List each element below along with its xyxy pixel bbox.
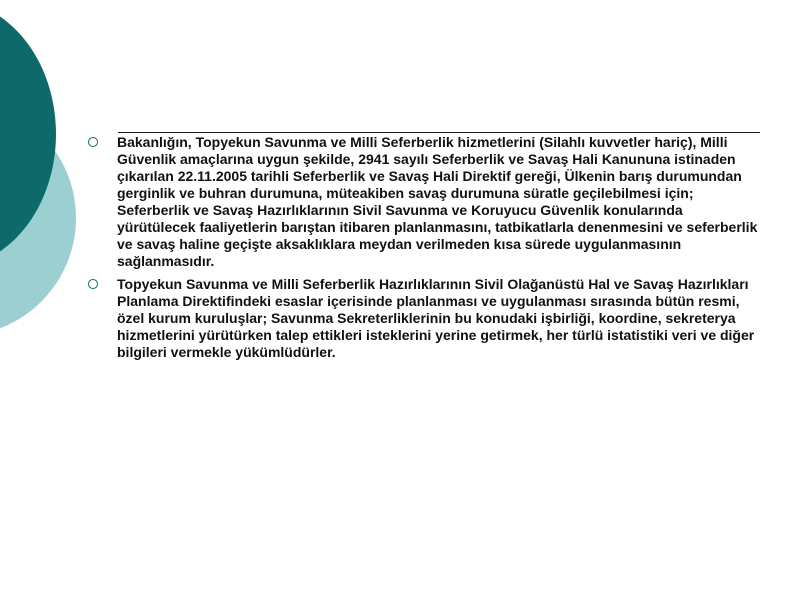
bullet-text: Topyekun Savunma ve Milli Seferberlik Hazırlıklarının Sivil Olağanüstü Hal ve Savaş Hazırlıkları Planlama Direktifindeki esaslar içerisinde planlanması ve uygulanması sırasında bütün resmi, özel kurum kuruluşlar; Savunma Sekreterliklerinin bu konudaki işbirliği, koordine, sekreterya hizmetlerini yürütürken talep ettikleri isteklerini yerine getirmek, her türlü istatistiki veri ve diğer bilgileri vermekle yükümlüdürler. bbox=[117, 276, 755, 360]
bullet-item bbox=[88, 134, 760, 270]
circle-outline-bullet-icon bbox=[88, 279, 98, 289]
bullet-item bbox=[88, 276, 760, 361]
title-divider-line bbox=[118, 132, 760, 133]
circle-outline-bullet-icon bbox=[88, 137, 98, 147]
bullet-list bbox=[88, 134, 760, 361]
bullet-text: Bakanlığın, Topyekun Savunma ve Milli Seferberlik hizmetlerini (Silahlı kuvvetler hariç), Milli Güvenlik amaçlarına uygun şekilde, 2941 sayılı Seferberlik ve Savaş Hali Kanununa istinaden çıkarılan 22.11.2005 tarihli Seferberlik ve Savaş Hali Direktif gereği, Ülkenin barış durumundan gerginlik ve buhran durumuna, müteakiben savaş durumuna süratle geçilebilmesi için; Seferberlik ve Savaş Hazırlıklarının Sivil Savunma ve Koruyucu Güvenlik konularında yürütülecek faaliyetlerin barıştan itibaren planlanmasını, tatbikatlarla denenmesini ve seferberlik ve savaş haline geçişte aksaklıklara meydan verilmeden kısa sürede uygulanmasının sağlanmasıdır. bbox=[117, 134, 758, 269]
